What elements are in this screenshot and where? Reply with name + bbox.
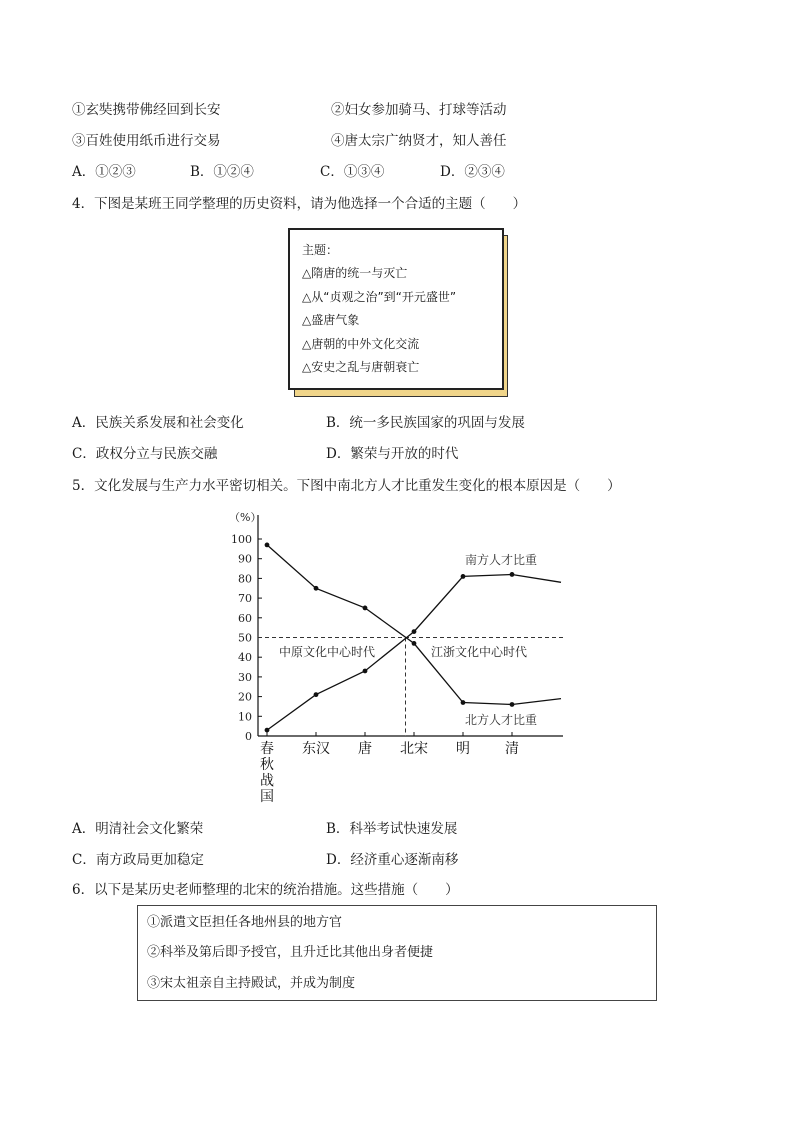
data-point bbox=[363, 606, 368, 611]
y-tick-label: 10 bbox=[238, 710, 252, 724]
q4-box-line: △从“贞观之治”到“开元盛世” bbox=[302, 290, 457, 304]
data-point bbox=[314, 586, 319, 591]
annotation-jiangzhe-era: 江浙文化中心时代 bbox=[430, 645, 528, 659]
data-point bbox=[265, 543, 270, 548]
q3-option-b: B．①②④ bbox=[190, 164, 254, 180]
data-point bbox=[265, 728, 270, 733]
q4-stem: 4．下图是某班王同学整理的历史资料，请为他选择一个合适的主题（ ） bbox=[72, 196, 527, 212]
annotation-central-plains-era: 中原文化中心时代 bbox=[278, 645, 376, 659]
q5-option-a: A．明清社会文化繁荣 bbox=[72, 821, 204, 837]
series-label-north: 北方人才比重 bbox=[464, 713, 538, 727]
q3-item-3: ③百姓使用纸币进行交易 bbox=[72, 133, 221, 149]
q4-option-c: C．政权分立与民族交融 bbox=[72, 446, 218, 462]
q3-item-4: ④唐太宗广纳贤才，知人善任 bbox=[331, 133, 507, 149]
data-point bbox=[412, 641, 417, 646]
north-talent-line bbox=[267, 545, 561, 705]
q4-theme-box bbox=[288, 228, 504, 390]
q4-box-line: △隋唐的统一与灭亡 bbox=[302, 266, 408, 280]
x-tick-label: 春秋战国 bbox=[260, 741, 274, 805]
q4-box-line: △盛唐气象 bbox=[302, 313, 360, 327]
data-point bbox=[510, 702, 515, 707]
q5-option-d: D．经济重心逐渐南移 bbox=[326, 852, 459, 868]
y-axis-label: （%） bbox=[229, 511, 262, 524]
y-tick-label: 0 bbox=[245, 730, 252, 743]
data-point bbox=[412, 629, 417, 634]
y-tick-label: 60 bbox=[238, 611, 252, 625]
q3-item-1: ①玄奘携带佛经回到长安 bbox=[72, 102, 221, 118]
q6-measures-box bbox=[137, 905, 657, 1001]
q4-option-a: A．民族关系发展和社会变化 bbox=[72, 415, 244, 431]
data-point bbox=[510, 572, 515, 577]
q5-stem: 5．文化发展与生产力水平密切相关。下图中南北方人才比重发生变化的根本原因是（ ） bbox=[72, 478, 621, 494]
q3-item-2: ②妇女参加骑马、打球等活动 bbox=[331, 102, 507, 118]
q5-option-b: B．科举考试快速发展 bbox=[326, 821, 458, 837]
x-tick-label: 东汉 bbox=[302, 741, 330, 757]
data-point bbox=[461, 700, 466, 705]
talent-ratio-chart bbox=[215, 505, 575, 805]
y-tick-label: 90 bbox=[238, 552, 252, 566]
series-label-south: 南方人才比重 bbox=[464, 553, 538, 567]
q4-box-line: △安史之乱与唐朝衰亡 bbox=[302, 360, 420, 374]
q6-box-line: ①派遣文臣担任各地州县的地方官 bbox=[147, 915, 343, 930]
y-tick-label: 100 bbox=[231, 533, 252, 546]
data-point bbox=[461, 574, 466, 579]
q4-option-b: B．统一多民族国家的巩固与发展 bbox=[326, 415, 525, 431]
q6-stem: 6．以下是某历史老师整理的北宋的统治措施。这些措施（ ） bbox=[72, 882, 459, 898]
y-tick-label: 20 bbox=[238, 690, 252, 704]
q3-option-a: A．①②③ bbox=[72, 164, 136, 180]
q6-box-line: ②科举及第后即予授官，且升迁比其他出身者便捷 bbox=[147, 945, 434, 960]
y-tick-label: 40 bbox=[238, 651, 252, 665]
x-tick-label: 北宋 bbox=[400, 741, 428, 757]
y-tick-label: 70 bbox=[238, 592, 252, 606]
data-point bbox=[314, 692, 319, 697]
q4-box-line: 主题： bbox=[302, 243, 339, 257]
data-point bbox=[363, 669, 368, 674]
q3-option-d: D．②③④ bbox=[440, 164, 505, 180]
x-tick-label: 清 bbox=[505, 741, 519, 757]
x-tick-label: 明 bbox=[456, 741, 470, 757]
y-tick-label: 50 bbox=[238, 631, 252, 645]
q5-option-c: C．南方政局更加稳定 bbox=[72, 852, 204, 868]
q3-option-c: C．①③④ bbox=[320, 164, 385, 180]
q4-box-line: △唐朝的中外文化交流 bbox=[302, 337, 420, 351]
x-tick-label: 唐 bbox=[358, 741, 372, 757]
q4-option-d: D．繁荣与开放的时代 bbox=[326, 446, 459, 462]
y-tick-label: 30 bbox=[238, 670, 252, 684]
q6-box-line: ③宋太祖亲自主持殿试，并成为制度 bbox=[147, 976, 356, 991]
y-tick-label: 80 bbox=[238, 572, 252, 586]
